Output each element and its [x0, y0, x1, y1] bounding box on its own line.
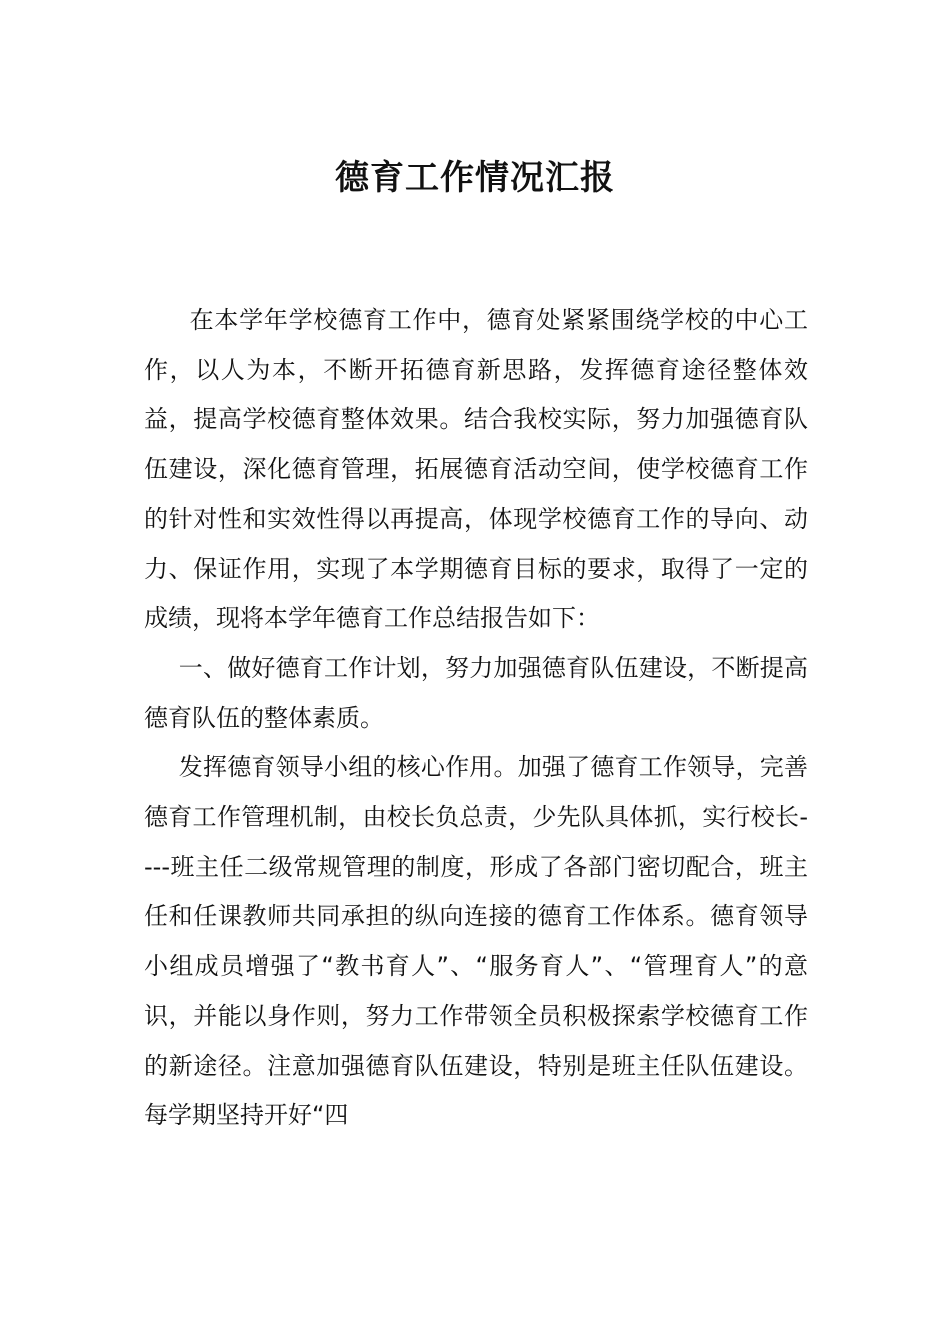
paragraph-leadership: 发挥德育领导小组的核心作用。加强了德育工作领导，完善德育工作管理机制，由校长负总责，少先队具体抓，实行校长----班主任二级常规管理的制度，形成了各部门密切配合，班主任和任课教师共同承担的纵向连接的德育工作体系。德育领导小组成员增强了“教书育人”、“服务育人”、“管理育人”的意识，并能以身作则，努力工作带领全员积极探索学校德育工作的新途径。注意加强德育队伍建设，特别是班主任队伍建设。每学期坚持开好“四	[144, 753, 808, 1130]
paragraph-section-heading: 一、做好德育工作计划，努力加强德育队伍建设，不断提高德育队伍的整体素质。	[144, 653, 808, 732]
paragraph-intro: 在本学年学校德育工作中，德育处紧紧围绕学校的中心工作，以人为本，不断开拓德育新思路，发挥德育途径整体效益，提高学校德育整体效果。结合我校实际，努力加强德育队伍建设，深化德育管理，拓展德育活动空间，使学校德育工作的针对性和实效性得以再提高，体现学校德育工作的导向、动力、保证作用，实现了本学期德育目标的要求，取得了一定的成绩，现将本学年德育工作总结报告如下：	[144, 306, 808, 633]
document-title: 德育工作情况汇报	[335, 158, 615, 198]
document-body	[144, 296, 808, 1141]
